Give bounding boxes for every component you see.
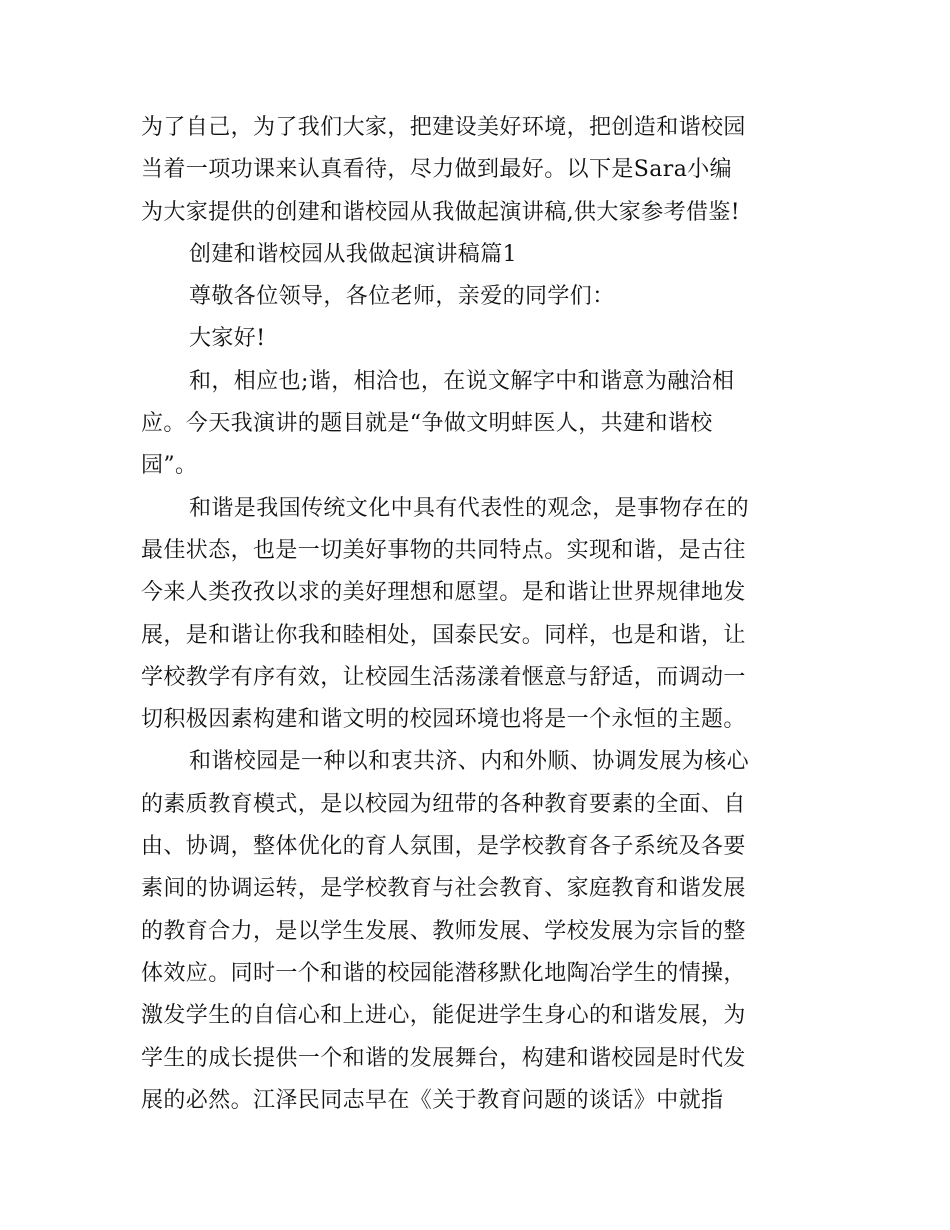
text-line: 激发学生的自信心和上进心，能促进学生身心的和谐发展，为 xyxy=(141,1003,746,1029)
salutation: 尊敬各位领导，各位老师，亲爱的同学们： xyxy=(189,284,615,310)
text-line: 为大家提供的创建和谐校园从我做起演讲稿,供大家参考借鉴! xyxy=(141,199,741,225)
greeting: 大家好! xyxy=(189,326,266,352)
text-line: 学校教学有序有效，让校园生活荡漾着惬意与舒适，而调动一 xyxy=(141,664,746,690)
text-line: 展，是和谐让你我和睦相处，国泰民安。同样，也是和谐，让 xyxy=(141,622,746,648)
text-line: 和谐校园是一种以和衷共济、内和外顺、协调发展为核心 xyxy=(189,749,750,775)
text-line: 由、协调，整体优化的育人氛围，是学校教育各子系统及各要 xyxy=(141,834,746,860)
text-line: 为了自己，为了我们大家，把建设美好环境，把创造和谐校园 xyxy=(141,115,746,140)
text-line: 今来人类孜孜以求的美好理想和愿望。是和谐让世界规律地发 xyxy=(141,580,746,606)
section-title: 创建和谐校园从我做起演讲稿篇1 xyxy=(189,241,517,267)
text-line: 当着一项功课来认真看待，尽力做到最好。以下是Sara小编 xyxy=(141,157,733,183)
body-paragraph-3 xyxy=(141,741,811,1122)
text-line: 和谐是我国传统文化中具有代表性的观念，是事物存在的 xyxy=(189,495,750,521)
intro-paragraph xyxy=(141,107,811,234)
text-line: 和，相应也;谐，相洽也，在说文解字中和谐意为融洽相 xyxy=(189,368,735,394)
document-body xyxy=(141,107,811,1122)
text-line: 素间的协调运转，是学校教育与社会教育、家庭教育和谐发展 xyxy=(141,876,746,902)
text-line: 切积极因素构建和谐文明的校园环境也将是一个永恒的主题。 xyxy=(141,707,746,733)
body-paragraph-1 xyxy=(141,361,811,488)
text-line: 展的必然。江泽民同志早在《关于教育问题的谈话》中就指 xyxy=(141,1087,724,1113)
body-paragraph-2 xyxy=(141,488,811,742)
text-line: 体效应。同时一个和谐的校园能潜移默化地陶冶学生的情操， xyxy=(141,960,746,986)
text-line: 的素质教育模式，是以校园为纽带的各种教育要素的全面、自 xyxy=(141,791,746,817)
text-line: 学生的成长提供一个和谐的发展舞台，构建和谐校园是时代发 xyxy=(141,1045,746,1071)
text-line: 应。今天我演讲的题目就是“争做文明蚌医人，共建和谐校 xyxy=(141,411,713,437)
text-line: 最佳状态，也是一切美好事物的共同特点。实现和谐，是古往 xyxy=(141,537,746,563)
text-line: 园”。 xyxy=(141,453,198,479)
text-line: 的教育合力，是以学生发展、教师发展、学校发展为宗旨的整 xyxy=(141,918,746,944)
